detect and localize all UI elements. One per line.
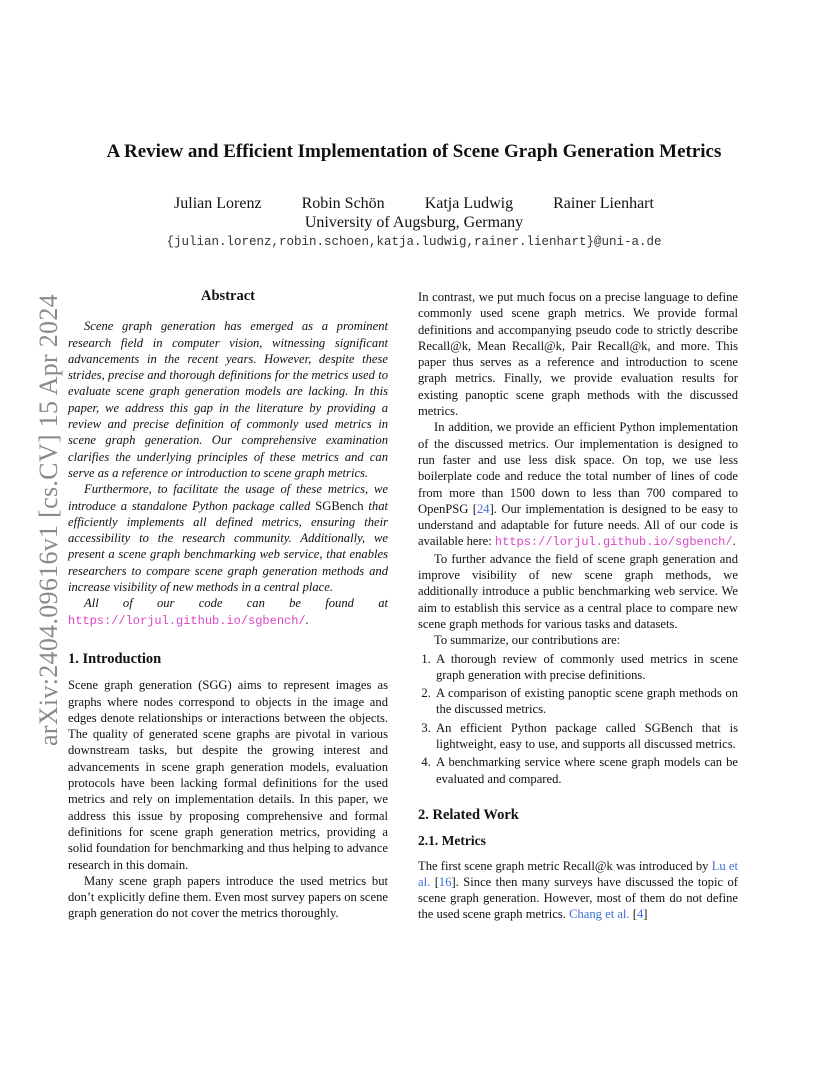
subsection-heading-metrics: 2.1. Metrics [418, 833, 486, 849]
author: Rainer Lienhart [553, 195, 654, 212]
section-heading-related-work: 2. Related Work [418, 806, 519, 823]
body-paragraph [418, 419, 738, 550]
abstract-paragraph [68, 595, 388, 629]
left-column [68, 286, 388, 922]
body-paragraph: To further advance the field of scene graph generation and improve visibility of new scene graph methods, we additionally introduce a public benchmarking web service. We aim to establish this service as a central place to compare new scene graph methods for various tasks and datasets. [418, 551, 738, 631]
arxiv-identifier: arXiv:2404.09616v1 [cs.CV] 15 Apr 2024 [34, 294, 63, 746]
body-text: In addition, we provide an efficient Python implementation of the discussed metrics. Our implementation is designed to run faster and use less disk space. On top, we use less boilerplate code and reduce the total number of lines of code from more than 1500 down to less than 700 compared to OpenPSG [ [418, 420, 738, 516]
abstract-text: Furthermore, to facilitate the usage of these metrics, we introduce a standalone Python package called [68, 482, 388, 513]
list-item: 4. A benchmarking service where scene graph models can be evaluated and compared. [434, 754, 738, 787]
body-text: The first scene graph metric Recall@k was introduced by [418, 858, 712, 873]
intro-paragraph: Many scene graph papers introduce the used metrics but don’t explicitly define them. Even most survey papers on scene graph generation do not cover the metrics thoroughly. [68, 873, 388, 921]
introduction-body [68, 677, 388, 921]
body-text: . [732, 534, 736, 549]
affiliation: University of Augsburg, Germany [304, 214, 524, 231]
code-link[interactable]: https://lorjul.github.io/sgbench/ [68, 613, 306, 628]
citation-link[interactable]: 4 [636, 907, 644, 922]
body-text: [ [629, 907, 637, 922]
citation-link[interactable]: Lu et al. [418, 858, 738, 889]
author-list [0, 195, 828, 213]
code-link[interactable]: https://lorjul.github.io/sgbench/ [494, 535, 733, 550]
author: Katja Ludwig [424, 195, 514, 212]
citation-link[interactable]: 16 [438, 874, 452, 889]
abstract [68, 318, 388, 629]
author: Julian Lorenz [174, 195, 262, 212]
list-item: 2. A comparison of existing panoptic scene graph methods on the discussed metrics. [434, 685, 738, 718]
right-column [418, 289, 738, 923]
abstract-text: All of our code can be found at [84, 596, 388, 611]
body-paragraph: To summarize, our contributions are: [434, 633, 621, 648]
author-emails: {julian.lorenz,robin.schoen,katja.ludwig,rainer.lienhart}@uni-a.de [166, 235, 662, 249]
citation-link[interactable]: Chang et al. [569, 907, 630, 922]
abstract-text: that efficiently implements all defined metrics, ensuring their accessibility to the research community. Additionally, we present a scene graph benchmarking web service, that enables researchers to compare scene graph generation methods and increase visibility of new methods in a central place. [68, 498, 388, 595]
abstract-heading: Abstract [201, 288, 255, 304]
list-item: 3. An efficient Python package called SGBench that is lightweight, easy to use, and supports all discussed metrics. [434, 720, 738, 753]
intro-paragraph: Scene graph generation (SGG) aims to represent images as graphs where nodes correspond to objects in the image and edges denote relationships or interactions between the objects. The quality of generated scene graphs are pivotal in various downstream tasks, but despite the growing interest and advancements in scene graph generation models, evaluation protocols have been lacking formal definitions for the used metrics and rely on implementation details. In this paper, we address this issue by proposing comprehensive and formal definitions for scene graph generation metrics, providing a solid foundation for benchmarking and thus helping to advance research in this domain. [68, 678, 388, 872]
citation-link[interactable]: 24 [477, 501, 490, 516]
author: Robin Schön [301, 195, 385, 212]
abstract-text: Scene graph generation has emerged as a prominent research field in computer vision, witnessing significant advancements in the recent years. However, despite these strides, precise and thorough definitions for the metrics used to evaluate scene graph generation models are lacking. In this paper, we address this gap in the literature by providing a review and precise definition of commonly used metrics in scene graph generation. Our comprehensive examination clarifies the underlying principles of these metrics and can serve as a reference or introduction to scene graph metrics. [68, 319, 388, 480]
body-paragraph [418, 858, 738, 923]
body-text: [ [430, 874, 439, 889]
paper-title: A Review and Efficient Implementation of Scene Graph Generation Metrics [106, 141, 722, 162]
body-text: ]. Since then many surveys have discussed the topic of scene graph generation. However, most of them do not define the used scene graph metrics. [418, 874, 738, 922]
abstract-text: . [305, 612, 309, 627]
body-paragraph: In contrast, we put much focus on a precise language to define commonly used scene graph metrics. We provide formal definitions and accompanying pseudo code to strictly describe Recall@k, Mean Recall@k, Pair Recall@k, and more. This paper thus serves as a reference and introduction to scene graph metrics. Finally, we provide evaluation results for existing panoptic scene graph methods with the discussed metrics. [418, 290, 738, 419]
section-heading-introduction: 1. Introduction [68, 650, 162, 667]
sgbench-name: SGBench [315, 498, 364, 513]
abstract-paragraph [68, 481, 388, 595]
abstract-paragraph [68, 318, 388, 481]
contributions-list [418, 651, 738, 787]
body-text: ] [643, 907, 648, 922]
body-text: ]. Our implementation is designed to be easy to understand and adaptable for future needs. All of our code is available here: [418, 501, 738, 549]
list-item: 1. A thorough review of commonly used metrics in scene graph generation with precise definitions. [434, 651, 738, 684]
